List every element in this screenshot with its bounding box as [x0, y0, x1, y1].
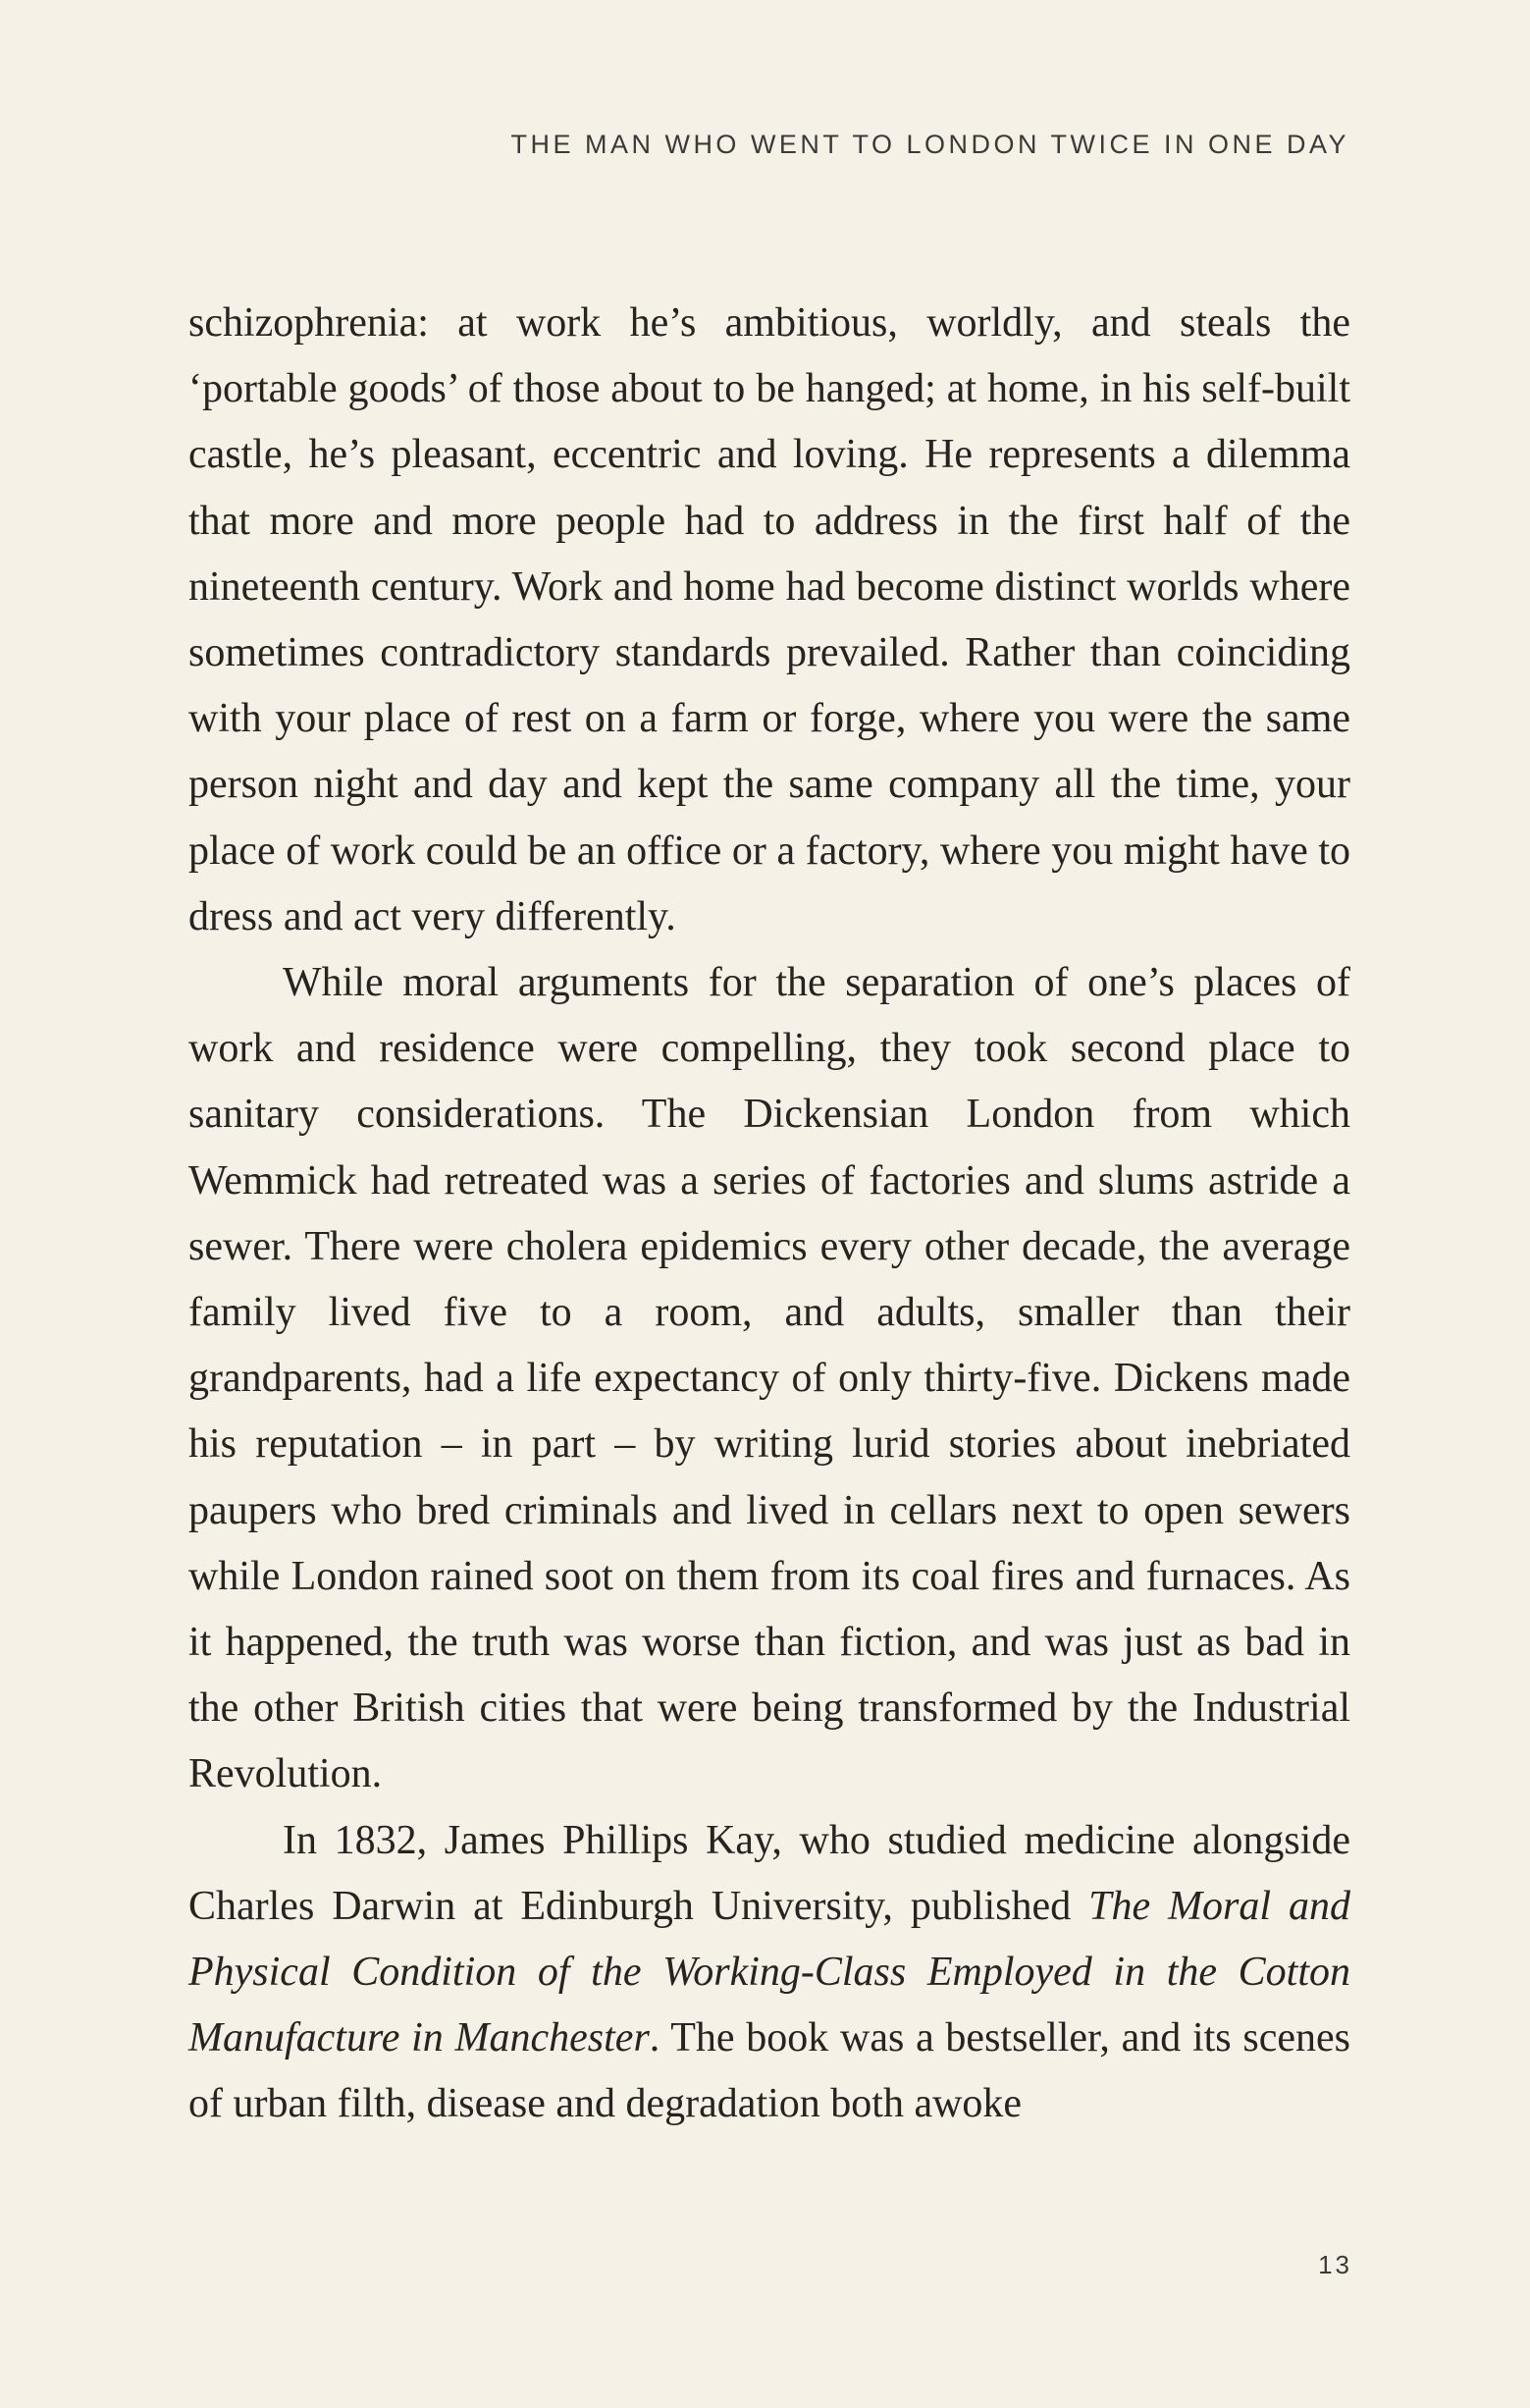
paragraph-2: While moral arguments for the separation of one’s places of work and residence were compelling, they took second place to sanitary considerations. The Dickensian London from which Wemmick had retreated was a series of factories and slums astride a sewer. There were cholera epidemics every other decade, the average family lived five to a room, and adults, smaller than their grandparents, had a life expectancy of only thirty-five. Dickens made his reputation – in part – by writing lurid stories about inebriated paupers who bred criminals and lived in cellars next to open sewers while London rained soot on them from its coal fires and furnaces. As it happened, the truth was worse than fiction, and was just as bad in the other British cities that were being transformed by the Industrial Revolution. — [188, 960, 1350, 1797]
body-text — [188, 291, 1350, 2138]
paragraph-3-text-after: . The book was a bestseller, and its scenes of urban filth, disease and degradation both awoke — [188, 2015, 1350, 2127]
book-title: The Moral and Physical Condition of the Working-Class Employed in the Cotton Manufacture in Manchester — [188, 1883, 1351, 2061]
running-head: THE MAN WHO WENT TO LONDON TWICE IN ONE DAY — [510, 130, 1349, 159]
page-number: 13 — [1318, 2250, 1352, 2279]
paragraph-1: schizophrenia: at work he’s ambitious, worldly, and steals the ‘portable goods’ of those about to be hanged; at home, in his self-built castle, he’s pleasant, eccentric and loving. He represents a dilemma that more and more people had to address in the first half of the nineteenth century. Work and home had become distinct worlds where sometimes contradictory standards prevailed. Rather than coinciding with your place of rest on a farm or forge, where you were the same person night and day and kept the same company all the time, your place of work could be an office or a factory, where you might have to dress and act very differently. — [188, 300, 1350, 939]
paragraph-3 — [188, 1808, 1350, 2138]
paragraph-3-text-before: In 1832, James Phillips Kay, who studied medicine alongside Charles Darwin at Edinburgh University, published — [188, 1817, 1350, 1929]
